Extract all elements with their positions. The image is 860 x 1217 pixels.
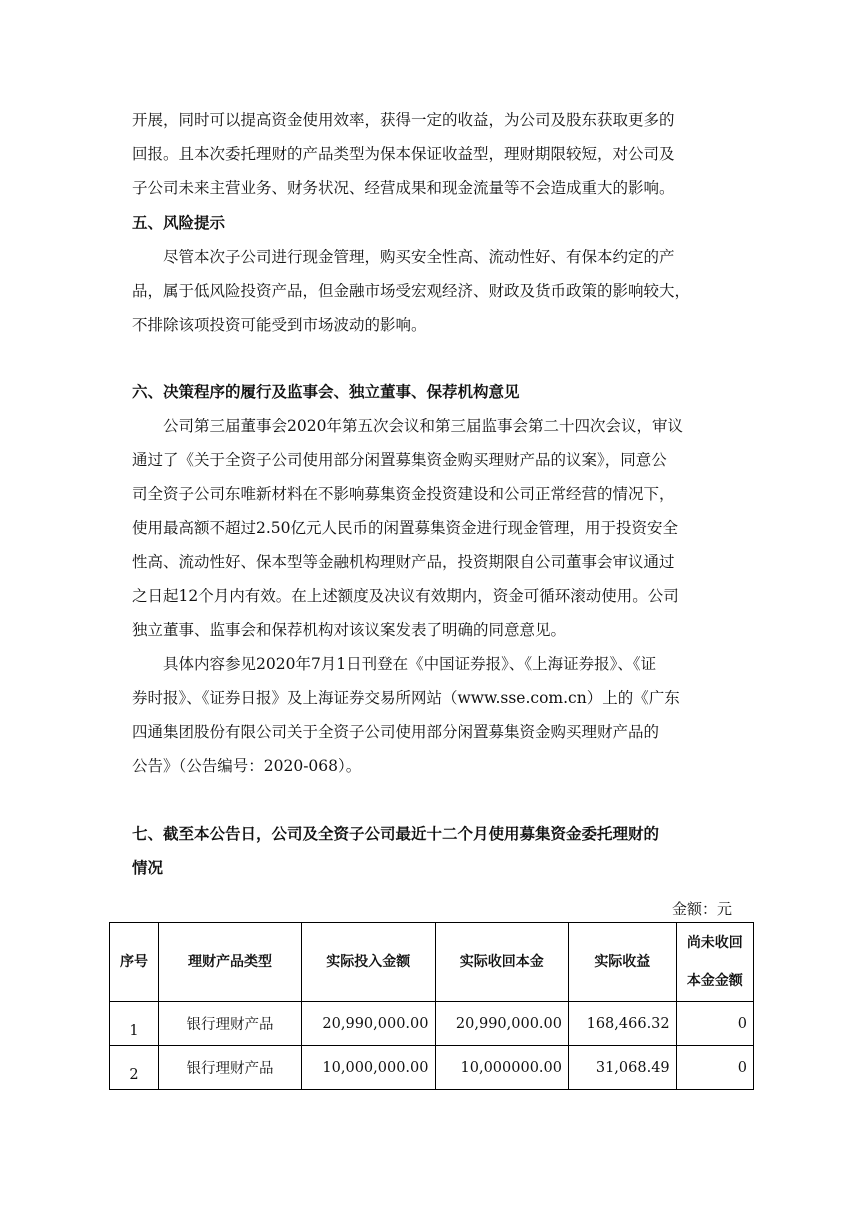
table-header-row [110,923,754,1002]
text-line: 使用最高额不超过2.50亿元人民币的闲置募集资金进行现金管理，用于投资安全 [132,519,679,537]
text-line: 司全资子公司东唯新材料在不影响募集资金投资建设和公司正常经营的情况下， [132,485,675,503]
cell-income: 168,466.32 [569,1002,677,1046]
header-invest: 实际投入金额 [302,923,436,1002]
cell-idx: 2 [110,1046,159,1090]
section7-title [132,817,732,885]
text-line: 品，属于低风险投资产品，但金融市场受宏观经济、财政及货币政策的影响较大， [132,282,691,300]
header-outstanding-line2: 本金金额 [686,973,743,989]
text-line: 不排除该项投资可能受到市场波动的影响。 [132,316,427,334]
text-line: 独立董事、监事会和保荐机构对该议案发表了明确的同意意见。 [132,621,567,639]
text-line: 之日起12个月内有效。在上述额度及决议有效期内，资金可循环滚动使用。公司 [132,587,679,605]
cell-outstanding: 0 [676,1002,753,1046]
header-outstanding-line1: 尚未收回 [686,935,743,951]
intro-paragraph [132,103,732,205]
header-outstanding [676,923,753,1002]
cell-type: 银行理财产品 [159,1046,302,1090]
section6 [132,375,732,783]
cell-outstanding: 0 [676,1046,753,1090]
section5 [132,206,732,342]
header-recovered: 实际收回本金 [435,923,569,1002]
cell-recovered: 10,000000.00 [435,1046,569,1090]
header-idx: 序号 [110,923,159,1002]
table-row [110,1002,754,1046]
text-line: 尽管本次子公司进行现金管理，购买安全性高、流动性好、有保本约定的产 [163,248,675,266]
text-line: 券时报》、《证券日报》及上海证券交易所网站（www.sse.com.cn）上的《广东 [132,689,680,707]
financial-table [109,922,754,1090]
cell-invest: 20,990,000.00 [302,1002,436,1046]
text-line: 情况 [132,859,164,877]
text-line: 性高、流动性好、保本型等金融机构理财产品，投资期限自公司董事会审议通过 [132,553,675,571]
section5-title: 五、风险提示 [132,214,226,232]
text-line: 四通集团股份有限公司关于全资子公司使用部分闲置募集资金购买理财产品的 [132,723,660,741]
cell-idx: 1 [110,1002,159,1046]
text-line: 回报。且本次委托理财的产品类型为保本保证收益型，理财期限较短，对公司及 [132,145,675,163]
text-line: 子公司未来主营业务、财务状况、经营成果和现金流量等不会造成重大的影响。 [132,179,675,197]
cell-income: 31,068.49 [569,1046,677,1090]
text-line: 开展，同时可以提高资金使用效率，获得一定的收益，为公司及股东获取更多的 [132,111,675,129]
cell-recovered: 20,990,000.00 [435,1002,569,1046]
cell-invest: 10,000,000.00 [302,1046,436,1090]
text-line: 公司第三届董事会2020年第五次会议和第三届监事会第二十四次会议，审议 [163,417,683,435]
text-line: 公告》（公告编号：2020-068）。 [132,757,362,775]
header-income: 实际收益 [569,923,677,1002]
text-line: 具体内容参见2020年7月1日刊登在《中国证券报》、《上海证券报》、《证 [163,655,657,673]
section6-title: 六、决策程序的履行及监事会、独立董事、保荐机构意见 [132,383,520,401]
table-row [110,1046,754,1090]
amount-unit: 金额：元 [671,900,732,918]
header-type: 理财产品类型 [159,923,302,1002]
text-line: 七、截至本公告日，公司及全资子公司最近十二个月使用募集资金委托理财的 [132,825,660,843]
cell-type: 银行理财产品 [159,1002,302,1046]
text-line: 通过了《关于全资子公司使用部分闲置募集资金购买理财产品的议案》，同意公 [132,451,667,469]
